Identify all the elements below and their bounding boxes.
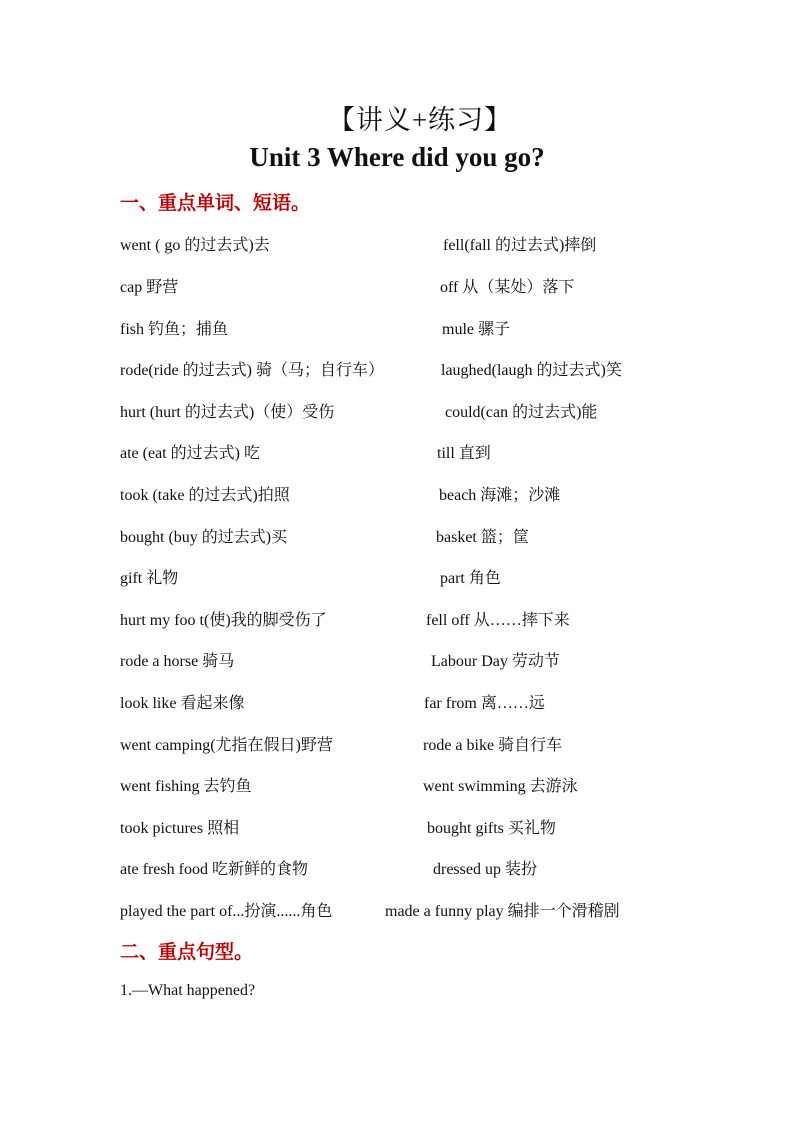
vocab-right: off 从（某处）落下	[440, 279, 575, 296]
vocab-right: could(can 的过去式)能	[445, 404, 598, 421]
vocab-row	[120, 274, 720, 298]
vocab-left: took pictures 照相	[120, 820, 240, 837]
vocab-left: went ( go 的过去式)去	[120, 237, 270, 254]
vocab-right: fell off 从……摔下来	[426, 612, 570, 629]
vocab-right: dressed up 装扮	[433, 861, 537, 878]
section-2-heading: 二、重点句型。	[120, 942, 254, 963]
vocab-row	[120, 565, 720, 589]
vocab-right: part 角色	[440, 570, 501, 587]
vocab-left: look like 看起来像	[120, 695, 245, 712]
vocab-left: ate (eat 的过去式) 吃	[120, 445, 260, 462]
vocab-left: went camping(尤指在假日)野营	[120, 737, 333, 754]
vocab-left: played the part of...扮演......角色	[120, 903, 333, 920]
sentence-line: 1.—What happened?	[120, 982, 256, 999]
vocab-row	[120, 773, 720, 797]
vocab-row	[120, 482, 720, 506]
vocab-right: till 直到	[437, 445, 491, 462]
vocab-row	[120, 440, 720, 464]
vocab-row	[120, 690, 720, 714]
vocab-left: hurt my foo t(使)我的脚受伤了	[120, 612, 327, 629]
section-1-heading: 一、重点单词、短语。	[120, 193, 311, 214]
vocab-row	[120, 732, 720, 756]
vocab-left: bought (buy 的过去式)买	[120, 529, 288, 546]
vocab-left: cap 野营	[120, 279, 179, 296]
vocab-right: went swimming 去游泳	[423, 778, 578, 795]
vocab-left: went fishing 去钓鱼	[120, 778, 252, 795]
vocab-left: hurt (hurt 的过去式)（使）受伤	[120, 404, 335, 421]
vocab-left: fish 钓鱼；捕鱼	[120, 321, 229, 338]
vocab-row	[120, 815, 720, 839]
vocab-right: laughed(laugh 的过去式)笑	[441, 362, 622, 379]
vocab-right: rode a bike 骑自行车	[423, 737, 563, 754]
unit-title: Unit 3 Where did you go?	[249, 142, 545, 172]
vocab-left: gift 礼物	[120, 570, 179, 587]
vocab-left: rode(ride 的过去式) 骑（马；自行车）	[120, 362, 384, 379]
vocab-right: basket 篮；筐	[436, 529, 529, 546]
vocab-right: far from 离……远	[424, 695, 545, 712]
vocab-row	[120, 232, 720, 256]
bracket-title: 【讲义+练习】	[327, 105, 513, 135]
vocab-row	[120, 898, 720, 922]
vocab-row	[120, 856, 720, 880]
vocab-left: rode a horse 骑马	[120, 653, 235, 670]
vocab-right: made a funny play 编排一个滑稽剧	[385, 903, 620, 920]
vocab-row	[120, 524, 720, 548]
vocab-row	[120, 316, 720, 340]
vocab-left: took (take 的过去式)拍照	[120, 487, 290, 504]
vocab-row	[120, 399, 720, 423]
vocab-left: ate fresh food 吃新鲜的食物	[120, 861, 308, 878]
vocab-right: fell(fall 的过去式)摔倒	[443, 237, 597, 254]
vocab-right: mule 骡子	[442, 321, 510, 338]
vocab-right: Labour Day 劳动节	[431, 653, 560, 670]
vocab-row	[120, 357, 720, 381]
vocab-row	[120, 607, 720, 631]
vocab-right: bought gifts 买礼物	[427, 820, 556, 837]
vocab-row	[120, 648, 720, 672]
vocab-right: beach 海滩；沙滩	[439, 487, 561, 504]
